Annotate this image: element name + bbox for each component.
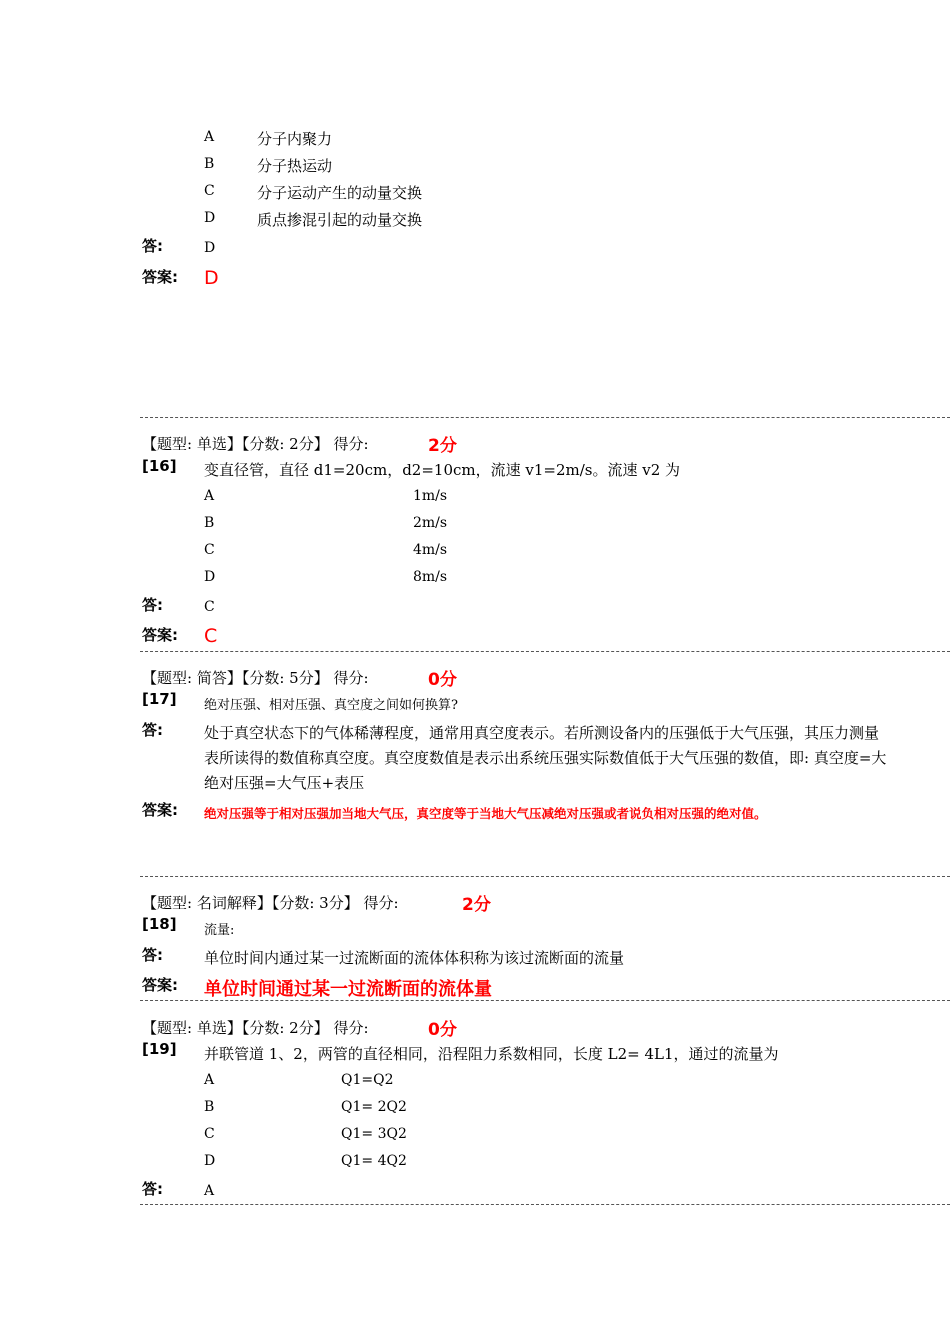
answer-label: 答案: (142, 626, 178, 644)
question-separator (140, 651, 950, 652)
option-text: Q1= 2Q2 (341, 1099, 407, 1115)
option-letter: C (204, 183, 215, 199)
option-text: 1m/s (413, 488, 448, 504)
score-value: 0分 (428, 1020, 457, 1040)
question-separator (140, 1000, 950, 1001)
question-separator (140, 417, 950, 418)
option-text: 分子运动产生的动量交换 (257, 184, 423, 202)
option-letter: C (204, 542, 215, 558)
option-letter: D (204, 1153, 216, 1169)
option-letter: C (204, 1126, 215, 1142)
option-text: 分子内聚力 (257, 130, 333, 148)
response-value: C (204, 599, 215, 615)
option-letter: D (204, 210, 216, 226)
option-letter: A (204, 1072, 215, 1088)
question-text: 绝对压强、相对压强、真空度之间如何换算? (204, 698, 458, 713)
response-value: 单位时间内通过某一过流断面的流体体积称为该过流断面的流量 (204, 949, 625, 967)
option-letter: B (204, 1099, 215, 1115)
option-text: 4m/s (413, 542, 448, 558)
question-number: [19] (142, 1040, 177, 1058)
question-header: 【题型: 单选】【分数: 2分】 得分: (142, 435, 369, 453)
response-label: 答: (142, 721, 163, 739)
question-number: [17] (142, 690, 177, 708)
question-header: 【题型: 单选】【分数: 2分】 得分: (142, 1019, 369, 1037)
option-text: 2m/s (413, 515, 448, 531)
option-letter: D (204, 569, 216, 585)
response-label: 答: (142, 1180, 163, 1198)
response-line: 绝对压强=大气压+表压 (204, 774, 365, 792)
response-line: 处于真空状态下的气体稀薄程度，通常用真空度表示。若所测设备内的压强低于大气压强，其压力测量 (204, 724, 880, 742)
option-letter: A (204, 488, 215, 504)
answer-label: 答案: (142, 976, 178, 994)
question-text: 变直径管，直径 d1=20cm，d2=10cm，流速 v1=2m/s。流速 v2 为 (204, 461, 681, 479)
correct-answer: 绝对压强等于相对压强加当地大气压，真空度等于当地大气压减绝对压强或者说负相对压强的绝对值。 (204, 806, 767, 821)
response-line: 表所读得的数值称真空度。真空度数值是表示出系统压强实际数值低于大气压强的数值，即: 真空度=大 (204, 749, 887, 767)
response-value: A (204, 1183, 215, 1199)
score-value: 2分 (428, 436, 457, 456)
response-label: 答: (142, 596, 163, 614)
question-text: 流量: (204, 923, 235, 938)
option-text: 分子热运动 (257, 157, 333, 175)
question-header: 【题型: 名词解释】【分数: 3分】 得分: (142, 894, 399, 912)
question-header: 【题型: 简答】【分数: 5分】 得分: (142, 669, 369, 687)
correct-answer: C (204, 625, 218, 647)
score-value: 2分 (462, 895, 491, 915)
response-label: 答: (142, 946, 163, 964)
question-separator (140, 1204, 950, 1205)
correct-answer: 单位时间通过某一过流断面的流体量 (204, 979, 492, 1000)
option-letter: B (204, 156, 215, 172)
correct-answer: D (204, 267, 219, 289)
question-number: [18] (142, 915, 177, 933)
score-value: 0分 (428, 670, 457, 690)
option-letter: A (204, 129, 215, 145)
response-label: 答: (142, 237, 163, 255)
question-number: [16] (142, 457, 177, 475)
option-text: 8m/s (413, 569, 448, 585)
question-text: 并联管道 1、2，两管的直径相同，沿程阻力系数相同，长度 L2= 4L1，通过的流量为 (204, 1045, 779, 1063)
option-letter: B (204, 515, 215, 531)
answer-label: 答案: (142, 268, 178, 286)
question-separator (140, 876, 950, 877)
response-value: D (204, 240, 216, 256)
option-text: Q1= 3Q2 (341, 1126, 407, 1142)
option-text: 质点掺混引起的动量交换 (257, 211, 423, 229)
answer-label: 答案: (142, 801, 178, 819)
option-text: Q1= 4Q2 (341, 1153, 407, 1169)
option-text: Q1=Q2 (341, 1072, 394, 1088)
